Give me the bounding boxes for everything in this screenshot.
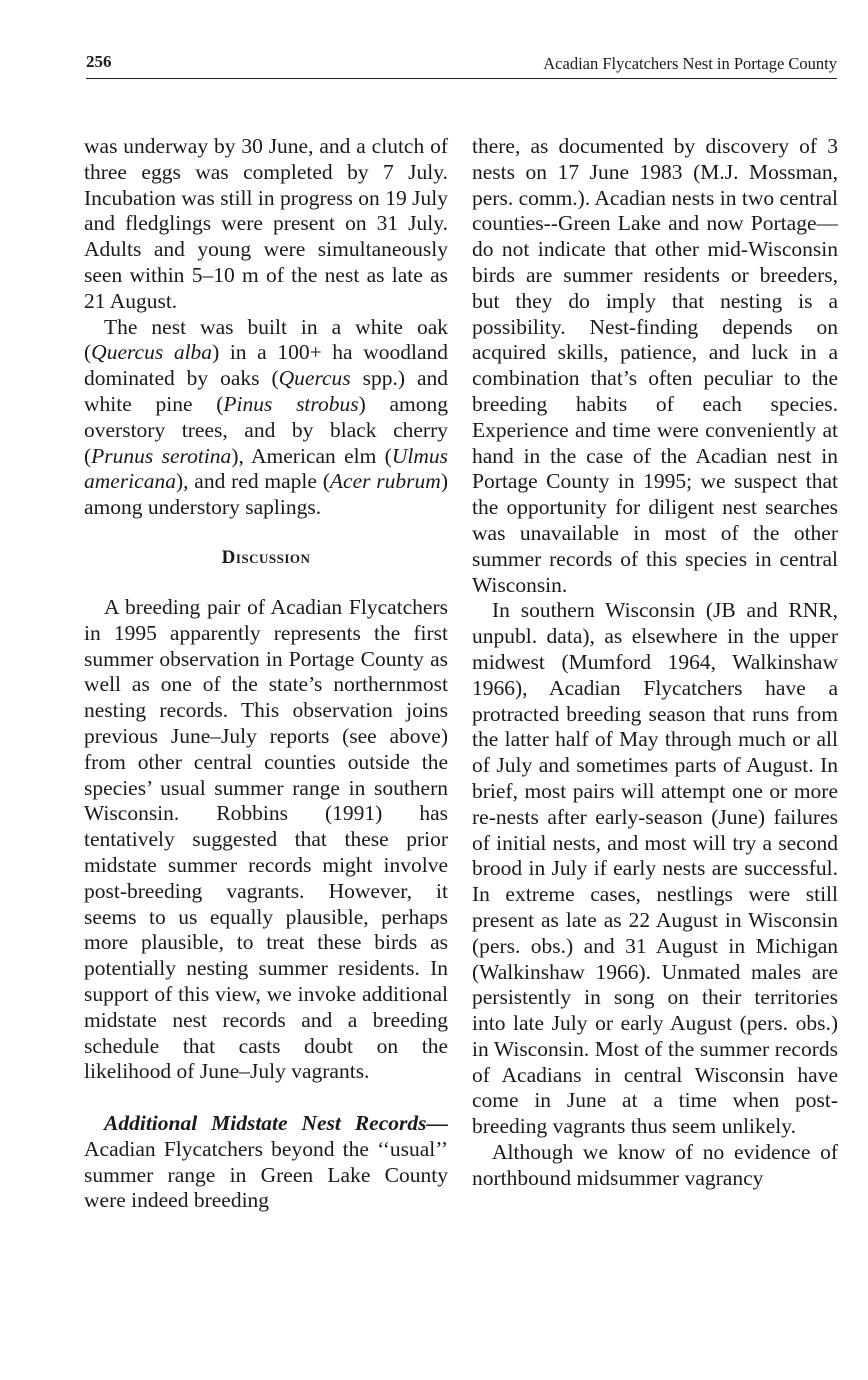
species-name: Quercus alba bbox=[91, 340, 213, 365]
paragraph: Additional Midstate Nest Records— Acadian Flycatchers beyond the ‘‘usual’’ summer range in Green Lake County were indeed breeding bbox=[84, 1111, 448, 1213]
species-name: Quercus bbox=[278, 366, 351, 391]
paragraph: A breeding pair of Acadian Flycatchers in 1995 apparently represents the first summer observation in Portage County as well as one of the state’s northernmost nesting records. This observation joins previous June–July reports (see above) from other central counties outside the species’ usual summer range in southern Wisconsin. Robbins (1991) has tentatively suggested that these prior midstate summer records might involve post-breeding vagrants. However, it seems to us equally plausible, perhaps more plausible, to treat these birds as potentially nesting summer residents. In support of this view, we invoke additional midstate nest records and a breeding schedule that casts doubt on the likelihood of June–July vagrants. bbox=[84, 594, 448, 1084]
right-column bbox=[472, 134, 838, 1192]
species-name: Pinus strobus bbox=[223, 391, 359, 416]
section-heading: Discussion bbox=[221, 546, 311, 568]
subsection-heading: Additional Midstate Nest Records— bbox=[104, 1111, 448, 1136]
left-column bbox=[84, 134, 448, 1214]
page-number: 256 bbox=[86, 52, 112, 71]
paragraph: The nest was built in a white oak (Quercus alba) in a 100+ ha woodland dominated by oaks (Quercus spp.) and white pine (Pinus strobus) among overstory trees, and by black cherry (Prunus serotina), American elm (Ulmus americana), and red maple (Acer rubrum) among understory saplings. bbox=[84, 314, 448, 520]
species-name: Acer rubrum bbox=[329, 469, 441, 494]
paragraph: there, as documented by discovery of 3 nests on 17 June 1983 (M.J. Mossman, pers. comm.). Acadian nests in two central counties--Green Lake and now Portage—do not indicate that other mid-Wisconsin birds are summer residents or breeders, but they do imply that nesting is a possibility. Nest-finding depends on acquired skills, patience, and luck in a combination that’s often peculiar to the breeding habits of each species. Experience and time were conveniently at hand in the case of the Acadian nest in Portage County in 1995; we suspect that the opportunity for diligent nest searches was unavailable in most of the other summer records of this species in central Wisconsin. bbox=[472, 134, 838, 597]
page-header bbox=[86, 48, 837, 79]
paragraph: In southern Wisconsin (JB and RNR, unpubl. data), as elsewhere in the upper midwest (Mumford 1964, Walkinshaw 1966), Acadian Flycatchers have a protracted breeding season that runs from the latter half of May through much or all of July and sometimes parts of August. In brief, most pairs will attempt one or more re-nests after early-season (June) failures of initial nests, and most will try a second brood in July if early nests are successful. In extreme cases, nestlings were still present as late as 22 August in Wisconsin (pers. obs.) and 31 August in Michigan (Walkinshaw 1966). Unmated males are persistently in song on their territories into late July or early August (pers. obs.) in Wisconsin. Most of the summer records of Acadians in central Wisconsin have come in June at a time when post-breeding vagrants thus seem unlikely. bbox=[472, 598, 838, 1139]
species-name: Ulmus americana bbox=[84, 443, 448, 494]
paragraph: Although we know of no evidence of northbound midsummer vagrancy bbox=[472, 1140, 838, 1190]
species-name: Prunus serotina bbox=[91, 443, 232, 468]
paragraph: was underway by 30 June, and a clutch of three eggs was completed by 7 July. Incubation was still in progress on 19 July and fledglings were present on 31 July. Adults and young were simultaneously seen within 5–10 m of the nest as late as 21 August. bbox=[84, 134, 448, 313]
running-title: Acadian Flycatchers Nest in Portage County bbox=[543, 54, 837, 73]
